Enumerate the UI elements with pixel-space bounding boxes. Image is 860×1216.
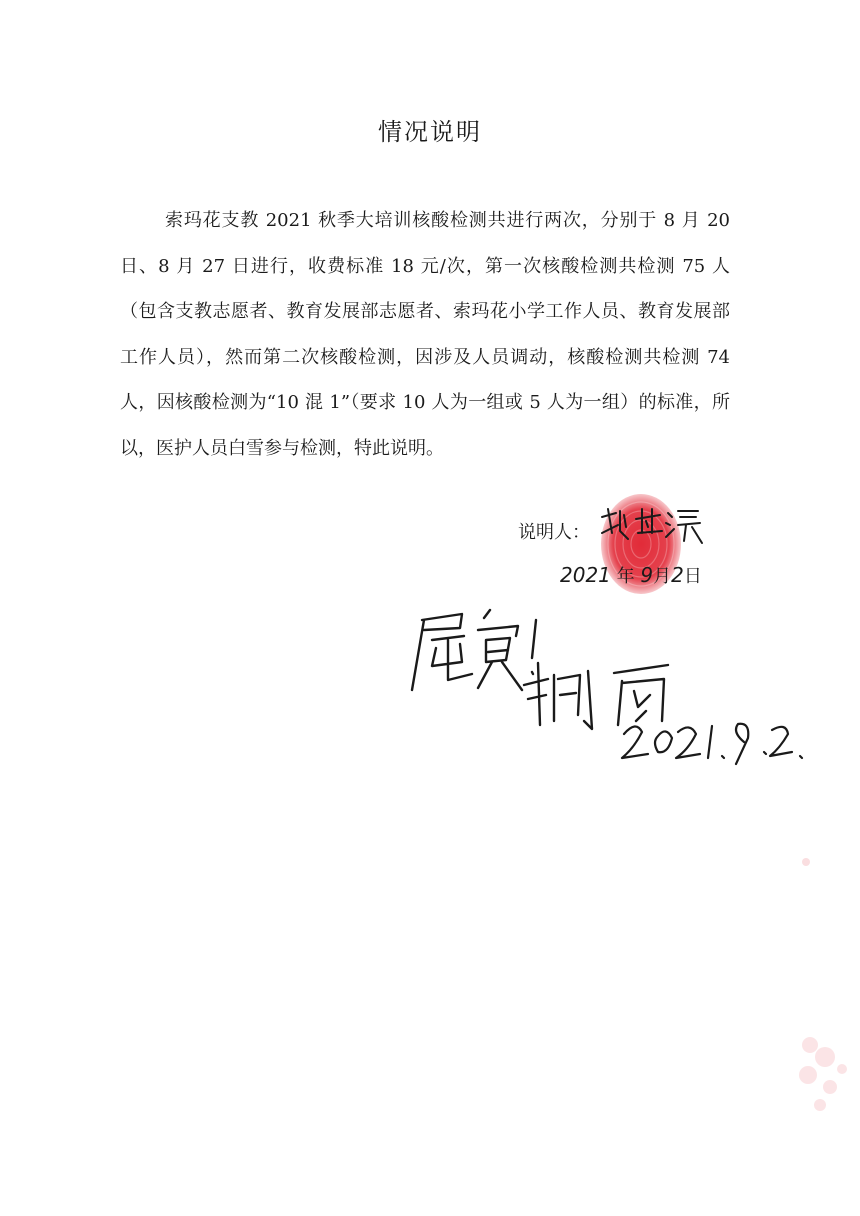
date-day-char: 日 [683,566,702,587]
explainer-line [518,518,590,544]
document-title: 情况说明 [378,118,482,146]
explainer-label: 说明人： [518,522,590,543]
signature-date [560,562,702,588]
date-year-char: 年 [616,566,635,587]
document-body: 索玛花支教 2021 秋季大培训核酸检测共进行两次，分别于 8 月 20 日、8 月 27 日进行，收费标准 18 元/次，第一次核酸检测共检测 75 人（包含支教志愿者、教育发展部志愿者、索玛花小学工作人员、教育发展部工作人员），然而第二次核酸检测，因涉及人员调动，核酸检测共检测 74 人，因核酸检测为“10 混 1”（要求 10 人为一组或 5 人为一组）的标准，所以，医护人员白雪参与检测，特此说明。 [120,210,730,459]
explainer-signature [598,503,708,547]
ink-speck [796,852,816,872]
date-year: 2021 [560,563,611,587]
date-month-char: 月 [653,566,672,587]
handwritten-date [618,712,808,772]
date-month: 9 [640,563,654,587]
ink-smudge [780,1025,855,1120]
date-day: 2 [671,563,684,587]
